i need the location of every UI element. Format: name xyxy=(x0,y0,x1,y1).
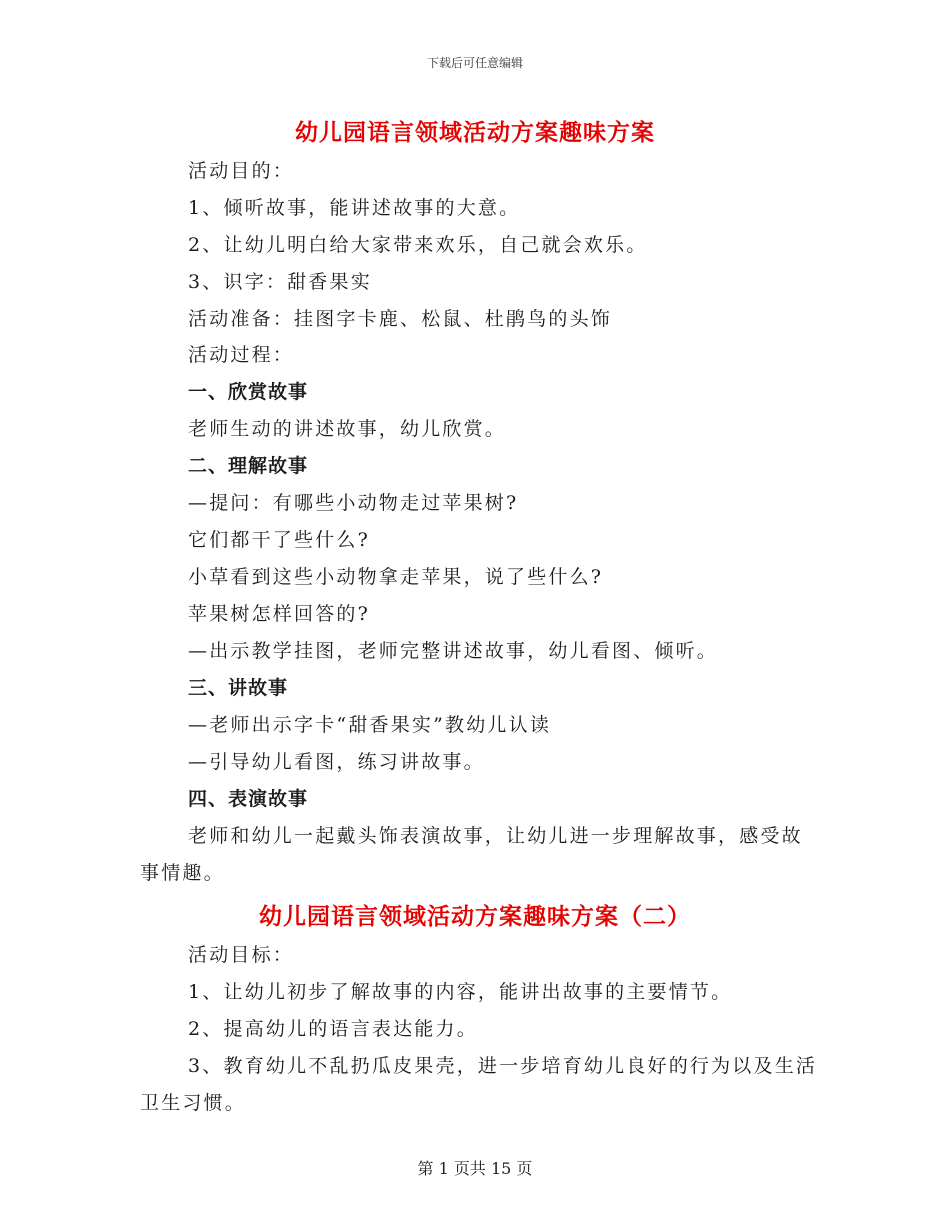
section-heading: 三、讲故事 xyxy=(188,677,289,699)
body-line: 2、提高幼儿的语言表达能力。 xyxy=(188,1018,478,1040)
document-title: 幼儿园语言领域活动方案趣味方案 xyxy=(295,119,655,146)
body-line: 小草看到这些小动物拿走苹果，说了些什么? xyxy=(188,566,604,588)
page-header: 下载后可任意编辑 xyxy=(426,56,523,70)
body-line: 它们都干了些什么? xyxy=(188,529,370,551)
body-line: 活动目的： xyxy=(188,160,295,182)
body-line: 3、识字：甜香果实 xyxy=(188,271,372,293)
body-line: —老师出示字卡“甜香果实”教幼儿认读 xyxy=(188,714,552,736)
body-line: 2、让幼儿明白给大家带来欢乐，自己就会欢乐。 xyxy=(188,234,648,256)
body-line: 活动目标： xyxy=(188,944,295,966)
body-line: —引导幼儿看图，练习讲故事。 xyxy=(188,751,485,773)
body-line: —提问：有哪些小动物走过苹果树? xyxy=(188,492,519,514)
body-line: 活动准备：挂图字卡鹿、松鼠、杜鹃鸟的头饰 xyxy=(188,308,613,330)
body-line: —出示教学挂图，老师完整讲述故事，幼儿看图、倾听。 xyxy=(188,640,719,662)
body-line: 老师生动的讲述故事，幼儿欣赏。 xyxy=(188,418,507,440)
body-line: 1、倾听故事，能讲述故事的大意。 xyxy=(188,197,521,219)
body-line: 活动过程： xyxy=(188,344,295,366)
section-heading: 二、理解故事 xyxy=(188,455,309,477)
page-footer: 第 1 页共 15 页 xyxy=(417,1159,533,1178)
document-title: 幼儿园语言领域活动方案趣味方案（二） xyxy=(259,903,691,930)
body-paragraph: 老师和幼儿一起戴头饰表演故事，让幼儿进一步理解故事，感受故事情趣。 xyxy=(140,825,803,884)
section-heading: 一、欣赏故事 xyxy=(188,381,309,403)
body-paragraph: 3、教育幼儿不乱扔瓜皮果壳，进一步培育幼儿良好的行为以及生活卫生习惯。 xyxy=(140,1055,818,1114)
body-line: 1、让幼儿初步了解故事的内容，能讲出故事的主要情节。 xyxy=(188,981,733,1003)
section-heading: 四、表演故事 xyxy=(188,788,309,810)
body-line: 苹果树怎样回答的? xyxy=(188,603,370,625)
